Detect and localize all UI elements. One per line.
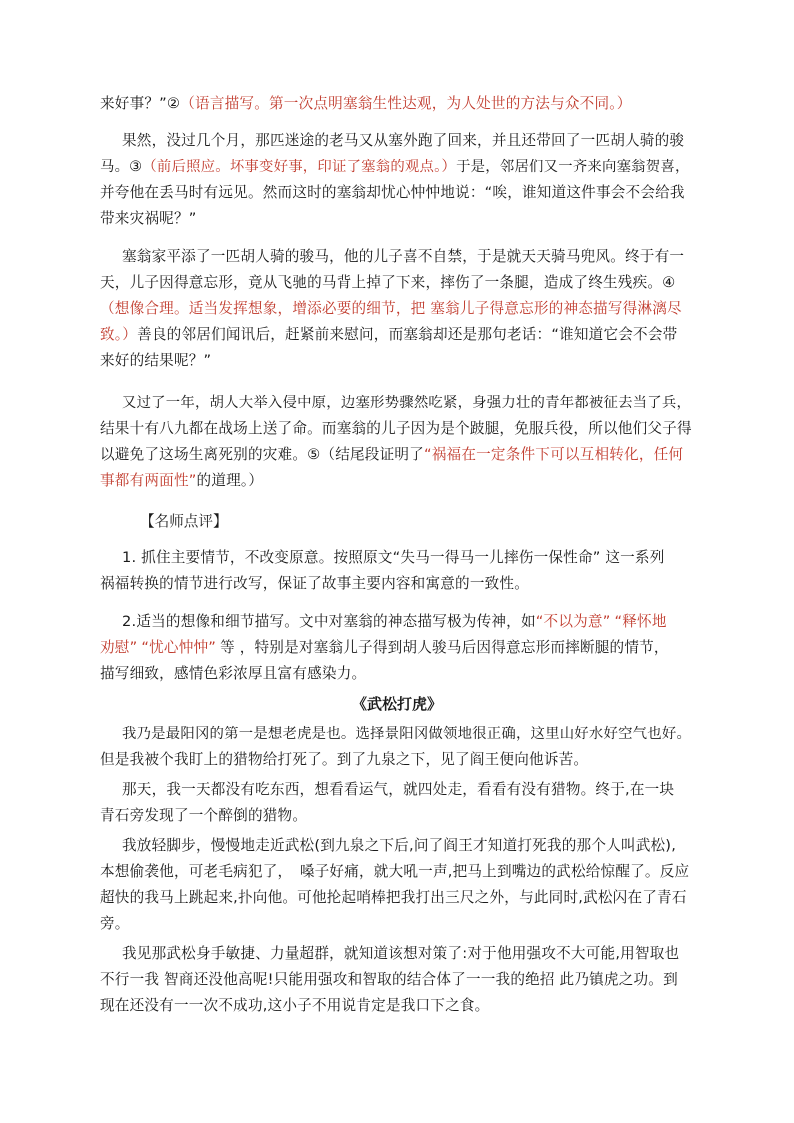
text-run: 以避免了这场生离死别的灾难。⑤（结尾段证明了	[100, 446, 424, 463]
text-run: 的道理。）	[196, 472, 264, 489]
paragraph-line: 带来灾祸呢？”	[100, 210, 197, 227]
paragraph-line: 青石旁发现了一个醉倒的猎物。	[100, 807, 308, 824]
paragraph-line	[100, 442, 684, 468]
paragraph-line: 但是我被个我盯上的猎物给打死了。到了九泉之下，见了阎王便向他诉苦。	[100, 751, 589, 768]
quote-text: “不以为意”	[535, 613, 611, 630]
paragraph-line	[100, 91, 656, 117]
paragraph-line: 我乃是最阳冈的第一是想老虎是也。选择景阳冈做领地很正确，这里山好水好空气也好。	[122, 726, 692, 742]
paragraph-line: 又过了一年，胡人大举入侵中原，边塞形势骤然吃紧，身强力壮的青年都被征去当了兵，	[122, 395, 692, 411]
text-run: 于是，邻居们又一齐来向塞翁贺喜，	[456, 159, 690, 175]
annotation-text: （前后照应。坏事变好事，印证了塞翁的观点。）	[142, 159, 457, 175]
paragraph-line: 我放轻脚步，慢慢地走近武松(到九泉之下后,问了阎王才知道打死我的那个人叫武松),	[122, 837, 677, 854]
paragraph-line: 本想偷袭他，可老毛病犯了， 嗓子好痛，就大吼一声,把马上到嘴边的武松给惊醒了。反应	[100, 863, 690, 880]
paragraph-line: 不行一我 智商还没他高呢!只能用强攻和智取的结合体了一一我的绝招 此乃镇虎之功。到	[100, 971, 678, 988]
paragraph-line	[100, 322, 678, 348]
paragraph-line: 那天，我一天都没有吃东西，想看看运气，就四处走，看看有没有猎物。终于,在一块	[122, 781, 675, 798]
paragraph-line: 塞翁家平添了一匹胡人骑的骏马，他的儿子喜不自禁，于是就天天骑马兜风。终于有一	[122, 248, 685, 265]
annotation-text: “祸福在一定条件下可以互相转化，任何	[423, 446, 684, 463]
quote-text: 劝慰”	[100, 639, 138, 656]
annotation-text: 事都有两面性”	[100, 472, 197, 489]
paragraph-line: 超快的我马上跳起来,扑向他。可他抡起哨棒把我打出三尺之外，与此同时,武松闪在了青石	[100, 889, 687, 906]
comment-line: 描写细致，感情色彩浓厚且富有感染力。	[100, 665, 367, 682]
text-run: 善良的邻居们闻讯后，赶紧前来慰问，而塞翁却还是那句老话：“谁知道它会不会带	[137, 326, 678, 343]
paragraph-line: 并夸他在丢马时有远见。然而这时的塞翁却忧心忡忡地说：“唉，谁知道这件事会不会给我	[100, 184, 685, 201]
paragraph-line: 天，儿子因得意忘形，竟从飞驰的马背上掉了下来，摔伤了一条腿，造成了终生残疾。④	[100, 274, 676, 291]
comment-heading: 【名师点评】	[140, 513, 228, 530]
paragraph-line	[100, 154, 690, 180]
text-run: 等 ，特别是对塞翁儿子得到胡人骏马后因得意忘形而摔断腿的情节，	[220, 639, 669, 656]
quote-text: “释怀地	[614, 613, 667, 630]
paragraph-line	[100, 468, 656, 494]
text-run: 来好事？”②	[100, 95, 181, 112]
annotation-line: （想像合理。适当发挥想象，增添必要的细节，把 塞翁儿子得意忘形的神态描写得淋漓尽	[100, 300, 682, 317]
paragraph-line: 现在还没有一一次不成功,这小子不用说肯定是我口下之食。	[100, 997, 490, 1014]
text-run: 马。③	[100, 159, 143, 175]
paragraph-line: 来好的结果呢？”	[100, 352, 212, 369]
paragraph-line: 结果十有八九都在战场上送了命。而塞翁的儿子因为是个跛腿，免服兵役，所以他们父子得	[100, 420, 692, 437]
quote-text: “忧心忡忡”	[141, 639, 217, 656]
annotation-text: 致。）	[100, 326, 138, 343]
comment-line	[122, 609, 678, 635]
story-title: 《武松打虎》	[351, 695, 442, 713]
comment-line: 1. 抓住主要情节，不改变原意。按照原文“失马一得马一儿摔伤一保性命” 这一系列	[122, 549, 665, 566]
comment-line	[100, 635, 669, 661]
paragraph-line: 果然，没过几个月，那匹迷途的老马又从塞外跑了回来，并且还带回了一匹胡人骑的骏	[122, 132, 685, 149]
paragraph-line: 我见那武松身手敏捷、力量超群，就知道该想对策了:对于他用强攻不大可能,用智取也	[122, 945, 680, 962]
annotation-text: （语言描写。第一次点明塞翁生性达观，为人处世的方法与众不同。）	[180, 95, 632, 112]
paragraph-line: 旁。	[100, 915, 130, 932]
text-run: 2.适当的想像和细节描写。文中对塞翁的神态描写极为传神，如	[122, 613, 536, 630]
comment-line: 祸福转换的情节进行改写，保证了故事主要内容和寓意的一致性。	[100, 575, 530, 592]
